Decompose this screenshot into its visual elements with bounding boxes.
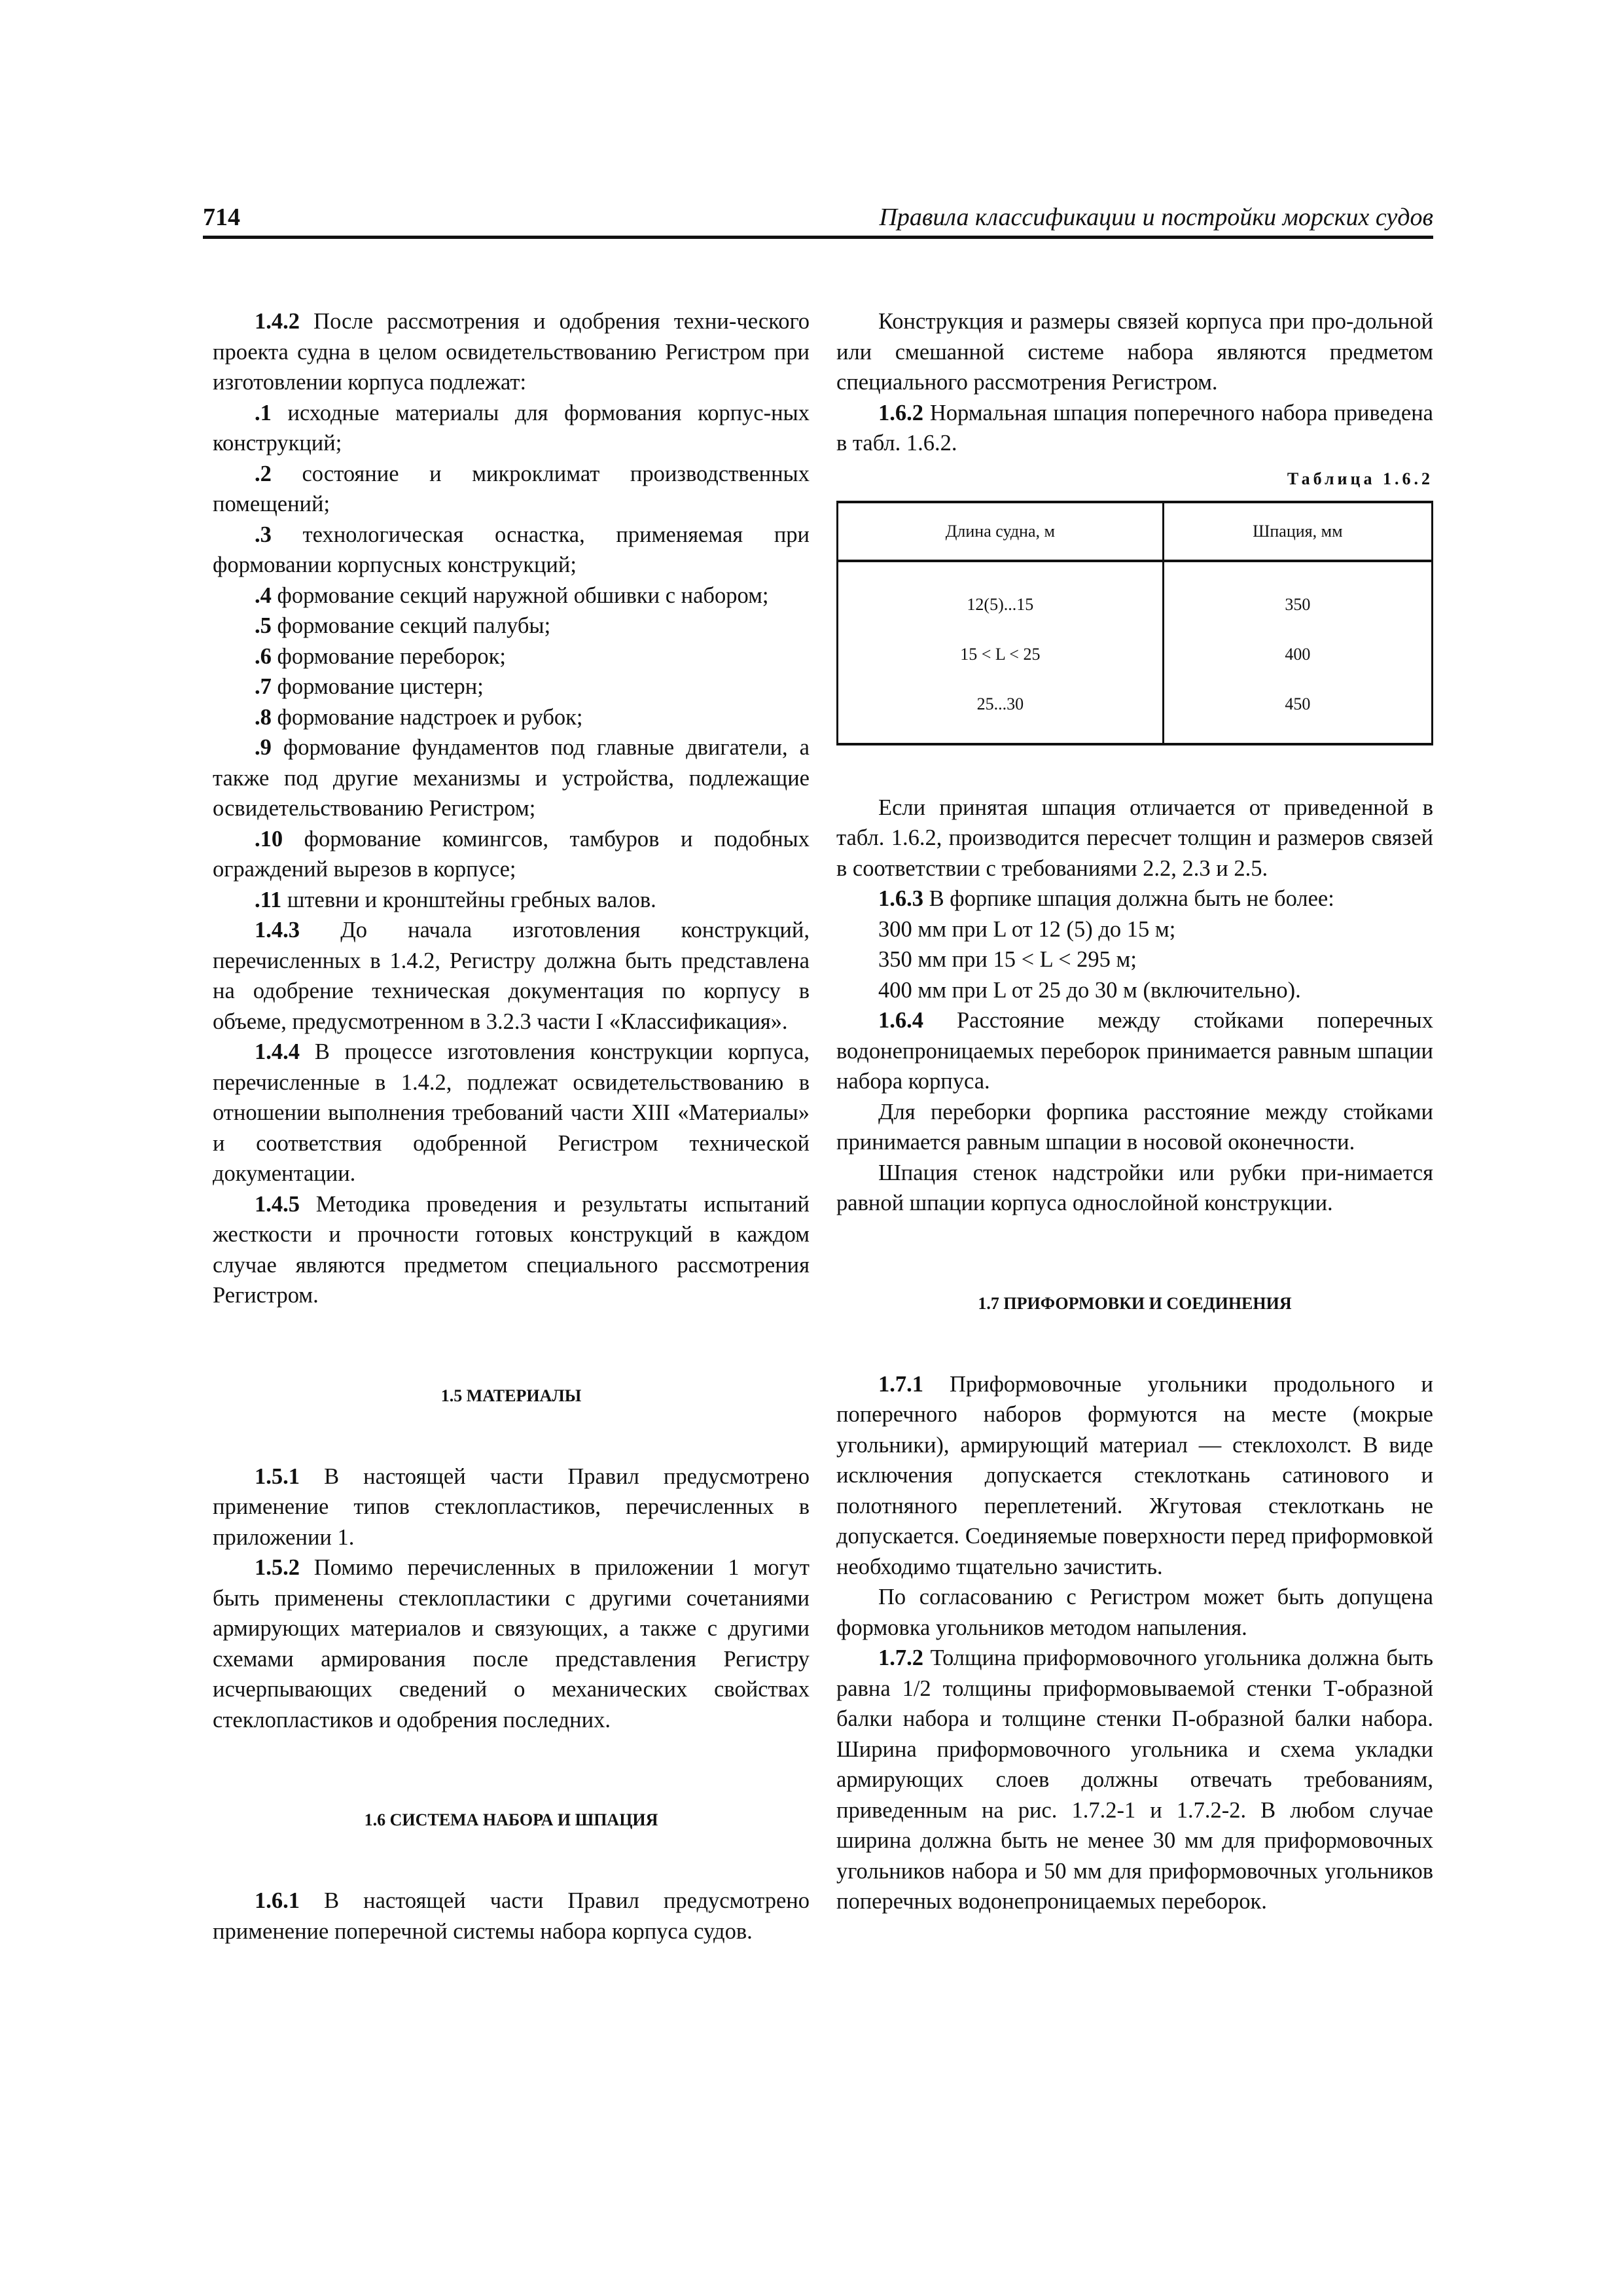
paragraph-after-table: Если принятая шпация отличается от приведенной в табл. 1.6.2, производится пересчет толщин и размеров связей в соответствии с требованиями 2.2, 2.3 и 2.5. <box>836 795 1433 881</box>
table-cell: 25...30 <box>838 679 1164 744</box>
paragraph-1-7-1: 1.7.1 Приформовочные угольники продольного и поперечного наборов формуются на месте (мокрые угольники), армирующий материал — стеклохолст. В виде исключения допускается стеклоткань сатинового и полотняного переплетений. Жгутовая стеклоткань не допускается. Соединяемые поверхности перед приформовкой необходимо тщательно зачистить. <box>836 1371 1433 1579</box>
forepeak-line: 400 мм при L от 25 до 30 м (включительно). <box>878 977 1301 1003</box>
paragraph-1-7-2: 1.7.2 Толщина приформовочного угольника должна быть равна 1/2 толщины приформовываемой стенки Т-образной балки набора и толщине стенки П-образной балки набора. Ширина приформовочного угольника и схема укладки армирующих слоев должны отвечать требованиям, приведенным на рис. 1.7.2-1 и 1.7.2-2. В любом случае ширина должна быть не менее 30 мм для приформовочных угольников набора и 50 мм для приформовочных угольников поперечных водонепроницаемых переборок. <box>836 1645 1433 1914</box>
paragraph-1-6-3: 1.6.3 В форпике шпация должна быть не более: <box>878 886 1334 911</box>
section-heading-1-5: 1.5 МАТЕРИАЛЫ <box>440 1386 582 1405</box>
list-item: .10 формование комингсов, тамбуров и подобных ограждений вырезов в корпусе; <box>213 826 810 882</box>
paragraph-1-4-4: 1.4.4 В процессе изготовления конструкции корпуса, перечисленные в 1.4.2, подлежат освидетельствованию в отношении выполнения требований части XIII «Материалы» и соответствия одобренной Регистром технической документации. <box>213 1039 810 1186</box>
paragraph-1-6-1: 1.6.1 В настоящей части Правил предусмотрено применение поперечной системы набора корпуса судов. <box>213 1888 810 1944</box>
table-header-row <box>838 502 1433 561</box>
table-cell: 350 <box>1163 561 1432 630</box>
list-item: .1 исходные материалы для формования корпус-ных конструкций; <box>213 400 810 456</box>
page-number: 714 <box>203 204 240 231</box>
section-heading-1-6: 1.6 СИСТЕМА НАБОРА И ШПАЦИЯ <box>364 1810 658 1829</box>
table-caption: Таблица 1.6.2 <box>1287 469 1433 488</box>
right-column <box>836 306 1433 1917</box>
paragraph-1-6-4: 1.6.4 Расстояние между стойками поперечных водонепроницаемых переборок принимается равным шпации набора корпуса. <box>836 1008 1433 1094</box>
paragraph-superstructure: Шпация стенок надстройки или рубки при-нимается равной шпации корпуса однослойной конструкции. <box>836 1160 1433 1215</box>
table-cell: 12(5)...15 <box>838 561 1164 630</box>
table-row <box>838 630 1433 679</box>
forepeak-line: 300 мм при L от 12 (5) до 15 м; <box>878 916 1176 942</box>
running-title: Правила классификации и постройки морских судов <box>879 204 1433 231</box>
list-item: .8 формование надстроек и рубок; <box>255 704 583 730</box>
list-item: .5 формование секций палубы; <box>255 613 551 638</box>
list-item: .7 формование цистерн; <box>255 674 484 699</box>
left-column <box>213 306 810 1946</box>
paragraph-1-4-5: 1.4.5 Методика проведения и результаты испытаний жесткости и прочности готовых конструкций в каждом случае являются предметом специального рассмотрения Регистром. <box>213 1191 810 1308</box>
list-item: .9 формование фундаментов под главные двигатели, а также под другие механизмы и устройства, подлежащие освидетельствованию Регистром; <box>213 735 810 821</box>
table-cell: 15 < L < 25 <box>838 630 1164 679</box>
list-item: .4 формование секций наружной обшивки с набором; <box>255 583 769 608</box>
list-item: .2 состояние и микроклимат производственных помещений; <box>213 461 810 516</box>
table-cell: 400 <box>1163 630 1432 679</box>
spacing-table <box>836 501 1433 745</box>
paragraph-spraying: По согласованию с Регистром может быть допущена формовка угольников методом напыления. <box>836 1585 1433 1640</box>
paragraph-1-4-2: 1.4.2 После рассмотрения и одобрения техни-ческого проекта судна в целом освидетельствованию Регистром при изготовлении корпуса подлежат: <box>213 309 810 395</box>
table-header-cell: Шпация, мм <box>1163 502 1432 561</box>
paragraph-intro: Конструкция и размеры связей корпуса при про-дольной или смешанной системе набора являются предметом специального рассмотрения Регистром. <box>836 309 1433 395</box>
list-item: .11 штевни и кронштейны гребных валов. <box>255 887 656 912</box>
forepeak-line: 350 мм при 15 < L < 295 м; <box>878 947 1137 972</box>
paragraph-forepeak-bulkhead: Для переборки форпика расстояние между стойками принимается равным шпации в носовой оконечности. <box>836 1099 1433 1155</box>
paragraph-1-6-2: 1.6.2 Нормальная шпация поперечного набора приведена в табл. 1.6.2. <box>836 400 1433 456</box>
list-item: .6 формование переборок; <box>255 643 506 669</box>
table-row <box>838 561 1433 630</box>
table-row <box>838 679 1433 744</box>
paragraph-1-5-1: 1.5.1 В настоящей части Правил предусмотрено применение типов стеклопластиков, перечисленных в приложении 1. <box>213 1463 810 1550</box>
page-header <box>203 196 1433 239</box>
table-cell: 450 <box>1163 679 1432 744</box>
paragraph-1-4-3: 1.4.3 До начала изготовления конструкций, перечисленных в 1.4.2, Регистру должна быть представлена на одобрение техническая документация по корпусу в объеме, предусмотренном в 3.2.3 части I «Классификация». <box>213 918 810 1034</box>
paragraph-1-5-2: 1.5.2 Помимо перечисленных в приложении 1 могут быть применены стеклопластики с другими сочетаниями армирующих материалов и связующих, а также с другими схемами армирования после представления Регистру исчерпывающих сведений о механических свойствах стеклопластиков и одобрения последних. <box>213 1555 810 1732</box>
table-header-cell: Длина судна, м <box>838 502 1164 561</box>
section-heading-1-7: 1.7 ПРИФОРМОВКИ И СОЕДИНЕНИЯ <box>978 1293 1292 1313</box>
list-item: .3 технологическая оснастка, применяемая при формовании корпусных конструкций; <box>213 522 810 577</box>
